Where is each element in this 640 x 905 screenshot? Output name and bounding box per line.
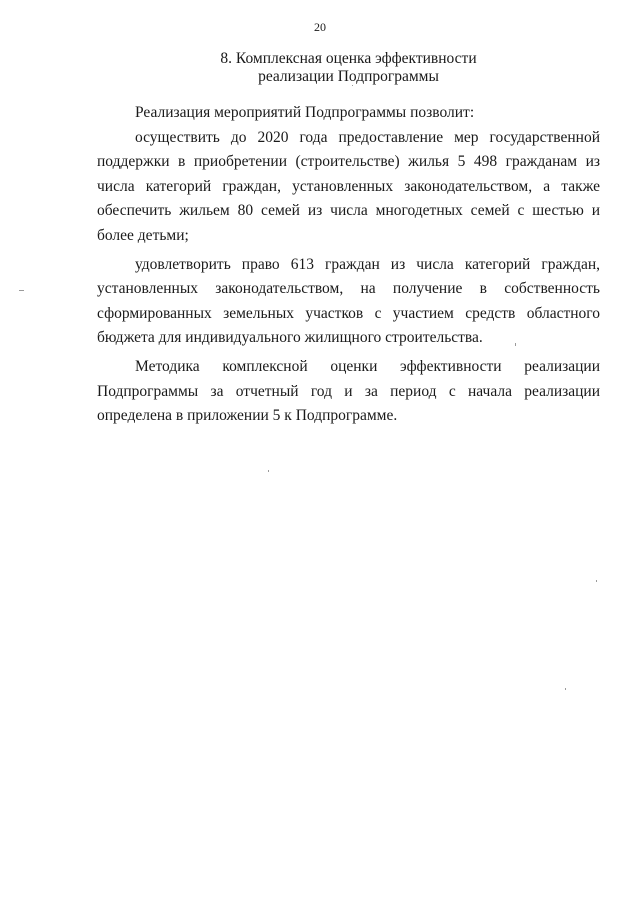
section-title-line-2: реализации Подпрограммы	[258, 68, 439, 85]
scan-speck	[596, 580, 597, 582]
paragraph-land-plots: удовлетворить право 613 граждан из числа категорий граждан, установленных законодательством, на получение в собственность сформированных земельных участков с участием средств областного бюджета для индивидуального жилищного строительства.	[97, 255, 600, 347]
scan-speck	[565, 688, 566, 690]
scan-speck	[352, 85, 353, 86]
section-heading	[97, 50, 600, 86]
section-title-line-1: 8. Комплексная оценка эффективности	[220, 50, 477, 67]
document-body	[97, 101, 600, 429]
paragraph-intro: Реализация мероприятий Подпрограммы позволит:	[135, 104, 475, 121]
scan-speck	[19, 290, 24, 291]
scan-speck	[268, 470, 269, 472]
paragraph-methodology: Методика комплексной оценки эффективности реализации Подпрограммы за отчетный год и за период с начала реализации определена в приложении 5 к Подпрограмме.	[97, 357, 600, 425]
page-number: 20	[314, 20, 326, 34]
scan-speck	[515, 343, 516, 346]
paragraph-housing-support: осуществить до 2020 года предоставление мер государственной поддержки в приобретении (строительстве) жилья 5 498 гражданам из числа категорий граждан, установленных законодательством, а также обеспечить жильем 80 семей из числа многодетных семей с шестью и более детьми;	[97, 128, 600, 244]
